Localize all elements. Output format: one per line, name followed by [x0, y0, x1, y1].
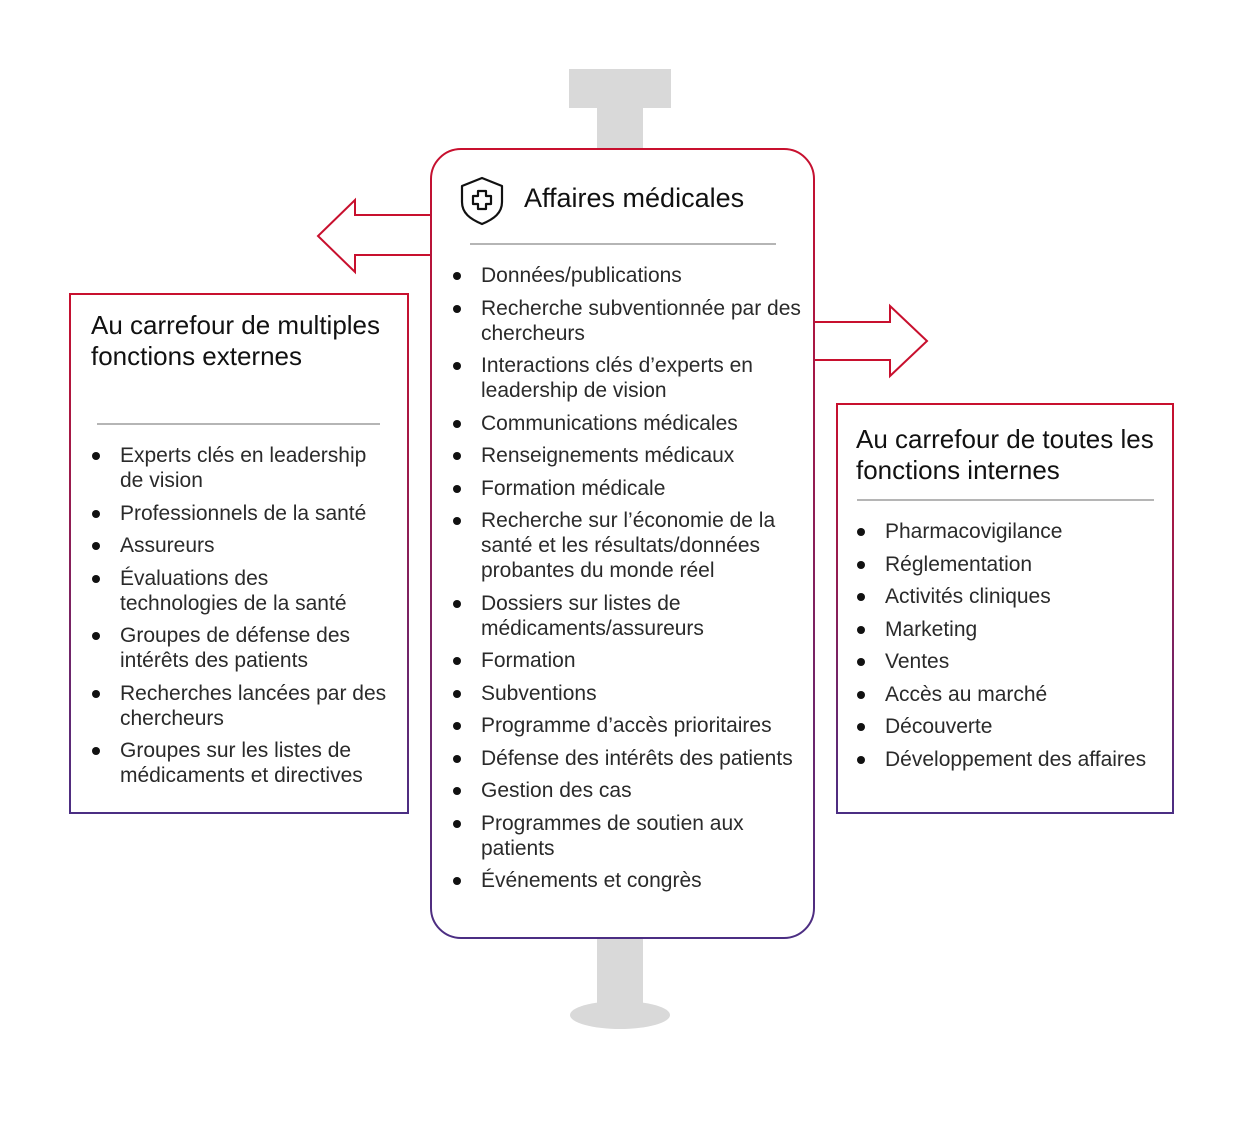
left-list-item: Professionnels de la santé [90, 501, 390, 526]
left-list-item: Groupes de défense des intérêts des patients [90, 623, 390, 673]
right-list-item: Activités cliniques [855, 584, 1155, 609]
center-list-item: Interactions clés d’experts en leadership de vision [451, 353, 801, 403]
center-list-item: Recherche sur l’économie de la santé et les résultats/données probantes du monde réel [451, 508, 801, 583]
center-list-item: Renseignements médicaux [451, 443, 801, 468]
center-list-item: Programmes de soutien aux patients [451, 811, 801, 861]
center-list-item: Programme d’accès prioritaires [451, 713, 801, 738]
center-list-item: Données/publications [451, 263, 801, 288]
post-pole-bottom [597, 935, 643, 1017]
left-title: Au carrefour de multiples fonctions externes [91, 310, 381, 371]
center-list-item: Formation [451, 648, 801, 673]
center-list-item: Dossiers sur listes de médicaments/assureurs [451, 591, 801, 641]
center-list-item: Défense des intérêts des patients [451, 746, 801, 771]
center-list-item: Événements et congrès [451, 868, 801, 893]
center-title: Affaires médicales [524, 183, 745, 213]
center-item-list [451, 263, 801, 901]
post-top [569, 69, 671, 155]
left-list-item: Recherches lancées par des chercheurs [90, 681, 390, 731]
left-item-list [90, 443, 390, 796]
right-item-list [855, 519, 1155, 779]
right-list-item: Réglementation [855, 552, 1155, 577]
left-list-item: Groupes sur les listes de médicaments et directives [90, 738, 390, 788]
right-title: Au carrefour de toutes les fonctions internes [856, 424, 1154, 485]
left-arrow [318, 200, 432, 272]
left-list-item: Évaluations des technologies de la santé [90, 566, 390, 616]
right-list-item: Accès au marché [855, 682, 1155, 707]
center-list-item: Communications médicales [451, 411, 801, 436]
right-list-item: Ventes [855, 649, 1155, 674]
right-list-item: Découverte [855, 714, 1155, 739]
center-list-item: Formation médicale [451, 476, 801, 501]
center-list-item: Gestion des cas [451, 778, 801, 803]
center-list-item: Subventions [451, 681, 801, 706]
center-list-item: Recherche subventionnée par des chercheurs [451, 296, 801, 346]
right-list-item: Pharmacovigilance [855, 519, 1155, 544]
left-list-item: Experts clés en leadership de vision [90, 443, 390, 493]
right-list-item: Marketing [855, 617, 1155, 642]
right-list-item: Développement des affaires [855, 747, 1155, 772]
right-arrow [812, 306, 927, 376]
left-list-item: Assureurs [90, 533, 390, 558]
